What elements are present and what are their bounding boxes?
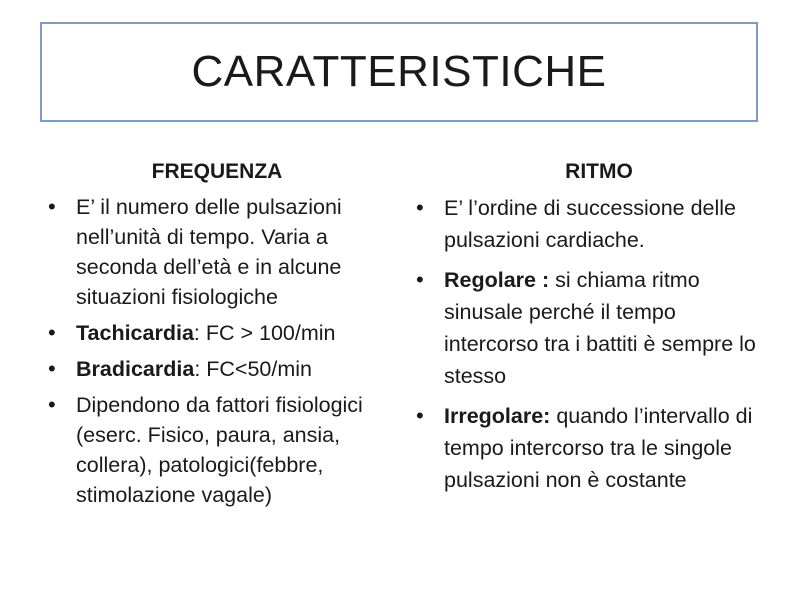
list-item [42, 390, 392, 510]
left-heading: FREQUENZA [151, 160, 283, 183]
list-item [42, 192, 392, 312]
right-heading: RITMO [565, 160, 633, 183]
left-bullet-list [42, 192, 392, 510]
bullet-icon: • [48, 356, 56, 381]
right-bullet-list [410, 192, 760, 496]
bullet-icon: • [416, 403, 424, 428]
bullet-icon: • [48, 392, 56, 417]
list-item [410, 264, 760, 392]
bullet-icon: • [416, 195, 424, 220]
right-column [410, 150, 760, 504]
item-text: : FC<50/min [194, 357, 313, 381]
list-item [410, 192, 760, 256]
item-text: : FC > 100/min [193, 321, 336, 345]
item-label: Regolare : [444, 268, 550, 292]
bullet-icon: • [48, 320, 56, 345]
item-text: Dipendono da fattori fisiologici (eserc. Fisico, paura, ansia, collera), patologici(febbre, stimolazione vagale) [76, 393, 363, 507]
bullet-icon: • [416, 267, 424, 292]
item-text: E’ l’ordine di successione delle pulsazioni cardiache. [444, 196, 737, 252]
list-item [410, 400, 760, 496]
list-item [42, 318, 392, 348]
item-label: Bradicardia [76, 357, 195, 381]
bullet-icon: • [48, 194, 56, 219]
left-column [42, 150, 392, 516]
item-text: si chiama ritmo sinusale perché il tempo intercorso tra i battiti è sempre lo stesso [444, 268, 756, 388]
item-text: quando l’intervallo di tempo intercorso tra le singole pulsazioni non è costante [444, 404, 753, 492]
item-label: Tachicardia [76, 321, 194, 345]
item-text: E’ il numero delle pulsazioni nell’unità di tempo. Varia a seconda dell’età e in alcune situazioni fisiologiche [76, 195, 342, 309]
slide-title: CARATTERISTICHE [191, 47, 607, 96]
item-label: Irregolare: [444, 404, 551, 428]
title-box [40, 22, 758, 122]
list-item [42, 354, 392, 384]
